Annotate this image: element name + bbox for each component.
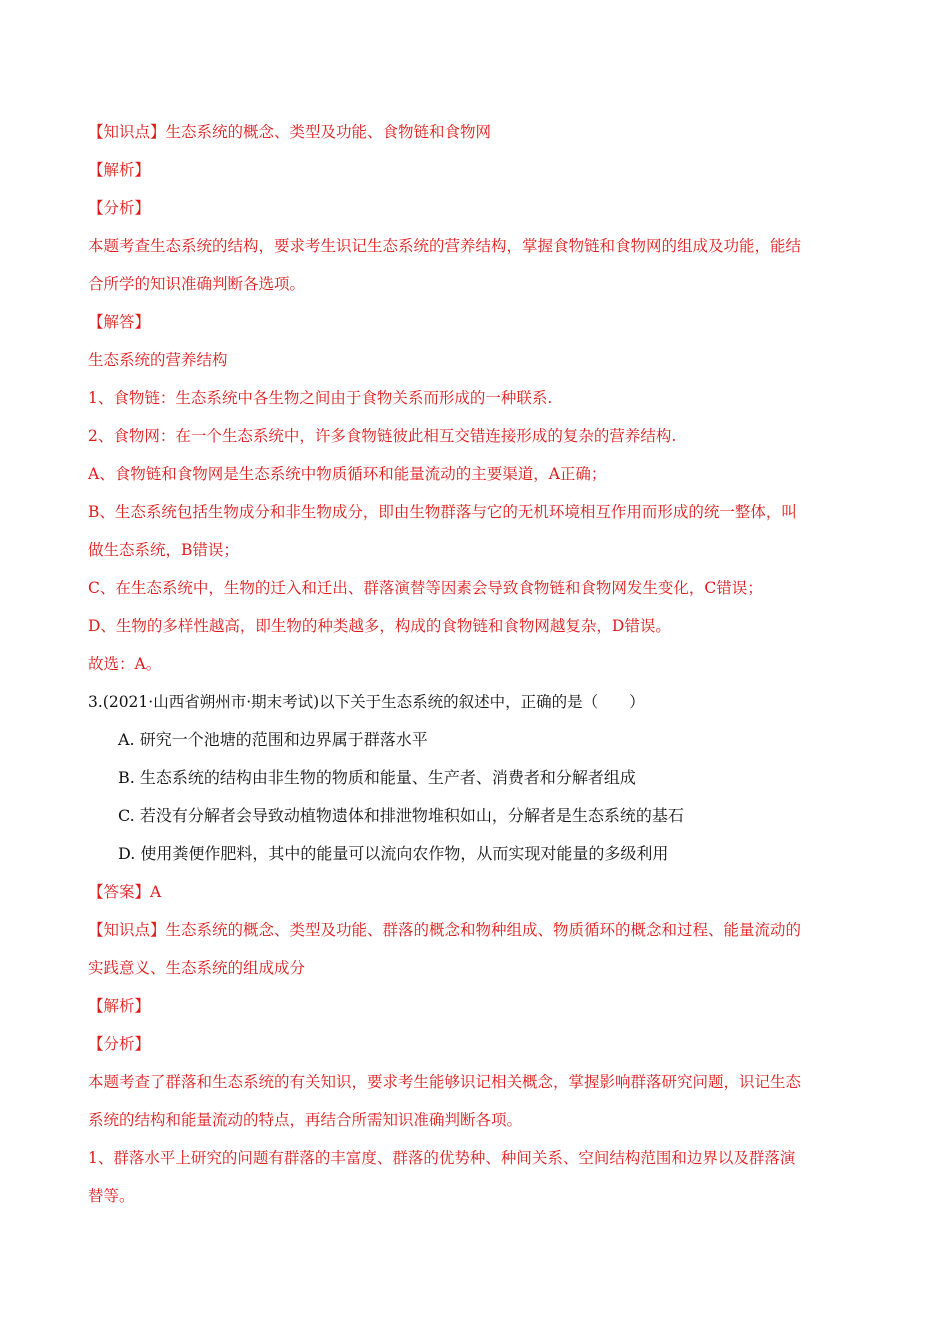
analysis-text-line-1: 本题考查生态系统的结构，要求考生识记生态系统的营养结构，掌握食物链和食物网的组成及功能，能结	[88, 237, 802, 255]
q3-analysis-line-2: 系统的结构和能量流动的特点，再结合所需知识准确判断各项。	[88, 1111, 523, 1129]
solution-text-line-2: 1、食物链：生态系统中各生物之间由于食物关系而形成的一种联系.	[88, 389, 553, 407]
q3-knowledge-line-2: 实践意义、生态系统的组成成分	[88, 959, 306, 977]
analysis-text-line-2: 合所学的知识准确判断各选项。	[88, 275, 306, 293]
question-option-c: C. 若没有分解者会导致动植物遗体和排泄物堆积如山，分解者是生态系统的基石	[118, 806, 684, 825]
question-option-a: A. 研究一个池塘的范围和边界属于群落水平	[118, 730, 428, 749]
question-option-d: D. 使用粪便作肥料，其中的能量可以流向农作物，从而实现对能量的多级利用	[118, 844, 669, 863]
solution-option-b-line-2: 做生态系统，B错误；	[88, 541, 239, 559]
q3-analysis-heading: 【分析】	[88, 1035, 151, 1053]
solution-option-d: D、生物的多样性越高，即生物的种类越多，构成的食物链和食物网越复杂，D错误。	[88, 617, 671, 635]
q3-explain-heading: 【解析】	[88, 997, 151, 1015]
final-choice: 故选：A。	[88, 655, 162, 673]
q3-analysis-line-1: 本题考查了群落和生态系统的有关知识，要求考生能够识记相关概念，掌握影响群落研究问题，识记生态	[88, 1073, 802, 1091]
q3-knowledge-line-1: 【知识点】生态系统的概念、类型及功能、群落的概念和物种组成、物质循环的概念和过程、能量流动的	[88, 921, 802, 939]
q3-point-1-line-2: 替等。	[88, 1187, 135, 1205]
answer-line: 【答案】A	[88, 883, 162, 901]
solution-option-b-line-1: B、生态系统包括生物成分和非生物成分，即由生物群落与它的无机环境相互作用而形成的统一整体，叫	[88, 503, 797, 521]
question-option-b: B. 生态系统的结构由非生物的物质和能量、生产者、消费者和分解者组成	[118, 768, 636, 787]
q3-point-1-line-1: 1、群落水平上研究的问题有群落的丰富度、群落的优势种、种间关系、空间结构范围和边界以及群落演	[88, 1149, 796, 1167]
solution-option-c: C、在生态系统中，生物的迁入和迁出、群落演替等因素会导致食物链和食物网发生变化，C错误；	[88, 579, 763, 597]
analysis-heading: 【分析】	[88, 199, 151, 217]
explain-heading: 【解析】	[88, 161, 151, 179]
solution-text-line-3: 2、食物网：在一个生态系统中，许多食物链彼此相互交错连接形成的复杂的营养结构.	[88, 427, 677, 445]
question-stem: 3.(2021·山西省朔州市·期末考试)以下关于生态系统的叙述中，正确的是（ ）	[88, 693, 645, 711]
knowledge-point-line: 【知识点】生态系统的概念、类型及功能、食物链和食物网	[88, 123, 492, 141]
solution-option-a: A、食物链和食物网是生态系统中物质循环和能量流动的主要渠道，A正确；	[88, 465, 607, 483]
solution-text-line-1: 生态系统的营养结构	[88, 351, 228, 369]
solution-heading: 【解答】	[88, 313, 151, 331]
